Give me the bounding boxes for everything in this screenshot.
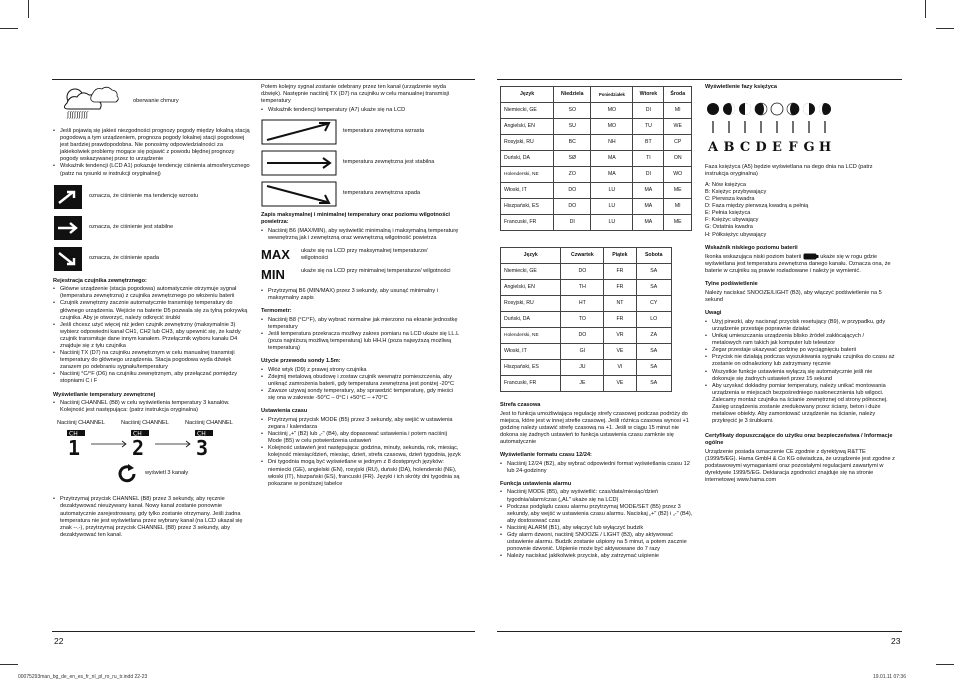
table-cell: NT: [604, 296, 636, 312]
table-cell: DI: [633, 103, 664, 119]
section-title: Wskaźnik niskiego poziomu baterii: [705, 244, 798, 251]
min-row: [261, 268, 461, 282]
list-item: B: Księżyc przybywający: [705, 188, 767, 195]
weekday-table-1: [500, 86, 692, 231]
table-cell: VE: [604, 376, 636, 392]
list-item: • Użyj pinezki, aby nacisnąć przycisk resetujący (B9), w przypadku, gdy urządzenie przestaje poprawnie działać: [705, 319, 895, 333]
list-item: • Zawsze używaj sondy temperatury, aby sprawdzić temperaturę, gdy mieści się ona w zakresie -50°C – 0°C i +50°C – +70°C: [261, 388, 461, 402]
list-item: • Zdejmij metalową obudowę i zostaw czujnik wewnątrz pomieszczenia, aby uniknąć zamrożenia baterii, gdy temperatura zewnętrzna jest poniżej -20°C: [261, 374, 461, 388]
table-cell: DO: [554, 183, 591, 199]
list-item: • Naciśnij MODE (B5), aby wyświetlić: czas/data/miesiąc/dzień tygodnia/alarm/czas („AL" ukaże się na LCD): [500, 489, 696, 503]
list-item: • Wskaźnik tendencji temperatury (A7) ukaże się na LCD: [261, 107, 461, 114]
list-item: • Jeśli pojawią się jakieś niezgodności prognozy pogody między lokalną stacją pogodową a tym urządzeniem, prognoza pogody lokalnej stacji pogodowej jest bardziej prawdopodobna. Nie ponosimy odpowiedzialności za jakiekolwiek problemy mogące się pojawić z powodu błędnej prognozy pogody wskazywanej przez to urządzenie: [53, 128, 251, 163]
section-title: Ustawienia czasu: [261, 408, 308, 415]
list-item: • Przytrzymaj przycisk CHANNEL (B8) przez 3 sekundy, aby ręcznie dezaktywować nieużywany kanał. Nowy kanał zostanie ponownie automatycznie zarejestrowany, gdy tylko zostanie otrzymany. Jeśli żadna temperatura nie jest wyświetlana przez wybrany kanał (na LCD ukazał się znak --.-), przytrzymaj przycisk CHANNEL (B8) przez 3 sekundy, aby dezaktywować ten kanał.: [53, 496, 251, 539]
table-cell: SA: [636, 360, 672, 376]
table-cell: HT: [561, 296, 604, 312]
list-item: • Naciśnij 12/24 (B2), aby wybrać odpowiedni format wyświetlania czasu 12 lub 24-godzinny: [500, 461, 696, 475]
moon-letter: B: [723, 139, 735, 155]
footer-rule-right: [497, 631, 902, 632]
list-item: • Kolejność ustawień jest następująca: godzina, minuty, sekunda, rok, miesiąc, kolejność miesiąc/dzień, miesiąc, dzień, strefa czasowa, dzień tygodnia, język: [261, 445, 461, 459]
table-cell: Holenderski, NE: [501, 167, 554, 183]
table-row: [501, 167, 692, 183]
table-cell: NH: [591, 135, 633, 151]
table-row: [501, 312, 672, 328]
list-item: • Należy naciskać jakikolwiek przycisk, aby zatrzymać uśpienie: [500, 553, 696, 560]
list-item: H: Półksiężyc ubywający: [705, 231, 767, 238]
crop-mark: [925, 0, 926, 18]
footer-file-name: 00075293man_bg_de_en_es_fr_nl_pl_ro_ru_tr.indd 22-23: [18, 674, 148, 680]
table-cell: BC: [554, 135, 591, 151]
table-cell: ME: [664, 215, 692, 231]
channel-tag: CH: [69, 430, 78, 438]
channel-number: 3: [196, 436, 209, 457]
table-cell: ON: [664, 151, 692, 167]
channel-diagram: [53, 418, 251, 496]
table-cell: DI: [633, 167, 664, 183]
crop-mark: [936, 28, 954, 29]
moon-letter: D: [755, 139, 767, 155]
battery-icon: [803, 253, 819, 260]
list-item: • Naciśnij TX (D7) na czujniku zewnętrznym w celu manualnej transmisji temperatury do głównego urządzenia. Stacja pogodowa wyda dźwięk zarazem po odebraniu sygnału/temperatury: [53, 350, 251, 371]
list-item: • Naciśnij B8 (°C/°F), aby wybrać normalne jak mierzono na ekranie jednostkę temperatury: [261, 317, 461, 331]
temp-down-text: temperatura zewnętrzna spada: [343, 190, 421, 197]
table-header-cell: Sobota: [636, 248, 672, 264]
table-cell: JU: [561, 360, 604, 376]
table-cell: TO: [561, 312, 604, 328]
list-item: • Aby uzyskać dokładny pomiar temperatury, należy unikać montowania urządzenia w miejscach bezpośredniego nasłonecznienia lub wilgoci. Zalecamy montaż czujnika na ścianie zewnętrznej od strony północnej. Zasięg urządzenia zostanie zredukowany przez ściany, beton i duże metalowe obiekty. Aby zamontować urządzenie na ścianie, należy przykręcić je 3 śrubkami.: [705, 383, 895, 426]
battery-text: Ikonka wskazująca niski poziom baterii: [705, 254, 802, 261]
footer-date: 19.01.11 07:36: [873, 674, 906, 680]
table-cell: LU: [591, 183, 633, 199]
left-column-2: [261, 84, 461, 488]
cycle-arrow-icon: [115, 462, 139, 486]
table-cell: MA: [633, 215, 664, 231]
table-cell: ZO: [554, 167, 591, 183]
section-title: Funkcja ustawienia alarmu: [500, 480, 572, 487]
table-cell: Niemiecki, GE: [501, 103, 554, 119]
table-cell: Rosyjski, RU: [501, 135, 554, 151]
table-cell: ME: [664, 183, 692, 199]
table-cell: VI: [604, 360, 636, 376]
table-cell: LU: [591, 199, 633, 215]
page-number-right: 23: [891, 636, 901, 646]
section-title: Tylne podświetlenie: [705, 281, 758, 288]
paragraph: [705, 253, 895, 275]
left-column-1: [53, 84, 251, 539]
table-cell: MI: [664, 103, 692, 119]
max-row: [261, 248, 461, 262]
list-item: • Naciśnij CHANNEL (B8) w celu wyświetlenia temperatury 3 kanałów. Kolejność jest następująca: (patrz instrukcja oryginalna): [53, 400, 251, 414]
list-item: • Podczas podglądu czasu alarmu przytrzymaj MODE/SET (B5) przez 3 sekundy, aby wejść w ustawienia czasu alarmu. Naciskaj „+" (B2) i „-" (B4), aby dostosować czas: [500, 504, 696, 525]
table-cell: TH: [561, 280, 604, 296]
trend-stable-row: [53, 215, 251, 241]
list-item: • Przytrzymaj B6 (MIN/MAX) przez 3 sekundy, aby usunąć minimalny i maksymalny zapis: [261, 288, 461, 302]
crop-mark: [28, 0, 29, 18]
list-item: • Włóż wtyk (D9) z prawej strony czujnika: [261, 367, 461, 374]
table-cell: TI: [633, 151, 664, 167]
section-title: Wyświetlenie fazy księżyca: [705, 84, 778, 90]
cycle-caption: wyświetl 3 kanały: [145, 470, 189, 477]
max-badge: MAX: [261, 246, 290, 262]
table-row: [501, 344, 672, 360]
paragraph: Jest to funkcja umożliwiająca regulację strefy czasowej podczas podróży do miejsca, które jest w innej strefie czasowej. Jeśli różnica czasowa wynosi +1 godzinę należy ustawić strefę czasową na +1. Jeśli w ciągu 15 minut nie dokona się żadnych ustawień to funkcja ustawienia czasu zamknie się automatycznie: [500, 410, 689, 445]
list-item: G: Ostatnia kwadra: [705, 224, 753, 231]
list-item: • Naciśnij B6 (MAX/MIN), aby wyświetlić minimalną i maksymalną temperaturę wewnętrzną jak i zewnętrzną oraz wewnętrzną wilgotność powietrza: [261, 228, 461, 242]
table-row: [501, 103, 692, 119]
channel-number: 1: [68, 436, 81, 457]
table-header-row: [501, 248, 672, 264]
list-item: • Przycisk nie działają podczas wyszukiwania sygnału czujnika do czasu aż zostanie on odnaleziony lub zatrzymany ręcznie: [705, 354, 895, 368]
cloud-caption: oberwanie chmury: [133, 98, 179, 105]
section-title: Zapis maksymalnej i minimalnej temperatury oraz poziomu wilgotności powietrza:: [261, 211, 450, 225]
list-item: • Naciśnij ALARM (B1), aby włączyć lub wyłączyć budzik: [500, 525, 696, 532]
table-row: [501, 328, 672, 344]
paragraph: Faza księżyca (A5) będzie wyświetlana na dego dnia na LCD (patrz instrukcja oryginalna): [705, 163, 873, 177]
table-cell: SA: [636, 376, 672, 392]
moon-letter: C: [739, 139, 751, 155]
section-title: Termometr:: [261, 308, 292, 315]
list-item: • Jeśli chcesz użyć więcej niż jeden czujnik zewnętrzny (maksymalnie 3) wybierz odpowiedni kanał CH1, CH2 lub CH3, aby upewnić się, że każdy czujnik transmituje dane innym kanałem. Przełącznik wyboru kanału D4 znajduje się z tyłu czujnika: [53, 322, 251, 350]
section-title: Uwagi: [705, 310, 722, 317]
table-cell: JE: [561, 376, 604, 392]
table-cell: FR: [604, 312, 636, 328]
list-item: F: Księżyc ubywający: [705, 217, 759, 224]
moon-letter: A: [707, 139, 719, 155]
list-item: • Unikaj umieszczania urządzenia blisko źródeł zakłócających / metalowych ram takich jak komputer lub telewizor: [705, 333, 895, 347]
temp-up-row: [261, 119, 461, 145]
paragraph: Urządzenie posiada oznaczenie CE zgodnie z dyrektywą R&TTE (1999/5/EG). Hama GmbH & Co KG oświadcza, że urządzenie jest zgodne z podstawowymi wymaganiami oraz pozostałymi regulacjami zawartymi w dyrektywie 1999/5/EG. Deklaracja zgodności znajduje się na stronie internetowej www.hama.com: [705, 448, 895, 484]
table-cell: MO: [591, 103, 633, 119]
table-cell: VE: [604, 344, 636, 360]
section-title: Certyfikaty dopuszczające do użytku oraz bezpieczeństwa / Informacje ogólne: [705, 433, 893, 447]
table-row: [501, 360, 672, 376]
table-cell: Hiszpański, ES: [501, 199, 554, 215]
footer-rule-left: [52, 631, 475, 632]
table-row: [501, 296, 672, 312]
table-cell: DI: [554, 215, 591, 231]
table-cell: CP: [664, 135, 692, 151]
table-cell: Holenderski, NE: [501, 328, 561, 344]
table-row: [501, 376, 672, 392]
section-title: Rejestracja czujnika zewnętrznego:: [53, 277, 147, 284]
arrow-up-right-icon: [53, 184, 83, 210]
table-cell: GI: [561, 344, 604, 360]
temp-up-text: temperatura zewnętrzna wzrasta: [343, 128, 425, 135]
list-item: • Naciśnij °C/°F (D6) na czujniku zewnętrznym, aby przełączać pomiędzy stopniami C i F: [53, 371, 251, 385]
trend-down-row: [53, 246, 251, 272]
temp-up-arrow-icon: [261, 119, 337, 145]
trend-stable-text: oznacza, że ciśnienie jest stabilne: [89, 224, 174, 231]
table-cell: MO: [591, 119, 633, 135]
table-cell: BT: [633, 135, 664, 151]
channel-label: Naciśnij CHANNEL: [57, 420, 105, 427]
table-cell: SU: [554, 119, 591, 135]
paragraph: Potem kolejny sygnał zostanie odebrany przez ten kanał (urządzenie wyda dźwięk). Następnie naciśnij TX (D7) na czujniku w celu manualnej transmisji temperatury: [261, 84, 449, 105]
table-header-cell: Niedziela: [554, 87, 591, 103]
moon-letter: H: [818, 139, 832, 155]
table-cell: Niemiecki, GE: [501, 264, 561, 280]
table-header-cell: Piątek: [604, 248, 636, 264]
section-title: Strefa czasowa: [500, 402, 541, 408]
list-item: • Wskaźnik tendencji (LCD A1) pokazuje tendencję ciśnienia atmosferycznego (patrz na rysunki w instrukcji oryginalnej): [53, 163, 251, 177]
right-column-2: [705, 84, 895, 486]
temp-down-row: [261, 181, 461, 207]
list-item: • Główne urządzenie (stacja pogodowa) automatycznie otrzymuje sygnał (temperatura zewnętrzna) z czujnika zewnętrznego po włożeniu baterii: [53, 286, 251, 300]
table-header-cell: Czwartek: [561, 248, 604, 264]
header-rule-left: [52, 79, 475, 80]
moon-phase-list: [705, 182, 895, 239]
channel-tag: CH: [197, 430, 206, 438]
table-cell: Hiszpański, ES: [501, 360, 561, 376]
moon-letter: E: [772, 139, 782, 155]
list-item: • Przytrzymaj przycisk MODE (B5) przez 3 sekundy, aby wejść w ustawienia zegara / kalendarza: [261, 417, 461, 431]
moon-phase-icons: [707, 103, 831, 115]
section-title: Wyświetlanie temperatury zewnętrznej: [53, 391, 156, 398]
table-cell: Włoski, IT: [501, 344, 561, 360]
table-cell: MA: [591, 167, 633, 183]
list-item: • Naciśnij „+" (B2) lub „-" (B4), aby dopasować ustawienia i potem naciśnij Mode (B5) w celu potwierdzenia ustawień: [261, 431, 461, 445]
table-row: [501, 183, 692, 199]
list-item: • Wszystkie funkcje ustawienia wyłączą się automatycznie jeśli nie dokonuje się żadnych ustawień przez 15 sekund: [705, 369, 895, 383]
arrow-right-icon: [53, 215, 83, 241]
table-cell: VR: [604, 328, 636, 344]
table-cell: Angielski, EN: [501, 280, 561, 296]
moon-letter: F: [788, 139, 798, 155]
list-item: E: Pełnia księżyca: [705, 210, 751, 217]
table-cell: MA: [633, 183, 664, 199]
temp-stable-text: temperatura zewnętrzna jest stabilna: [343, 159, 435, 166]
table-cell: FR: [604, 264, 636, 280]
battery-text: ukaże się w rogu gdzie wyświetlana jest temperatura zewnętrzna danego kanału. Oznacza ona, że baterie w czujniku są prawie rozładowane i należy je wymienić.: [705, 254, 891, 275]
header-rule-right: [497, 79, 902, 80]
table-cell: SA: [636, 344, 672, 360]
table-cell: Duński, DA: [501, 312, 561, 328]
weekday-table-2: [500, 247, 672, 392]
table-cell: MI: [664, 199, 692, 215]
table-row: [501, 280, 672, 296]
table-cell: TU: [633, 119, 664, 135]
table-cell: FR: [604, 280, 636, 296]
table-cell: MA: [591, 151, 633, 167]
list-item: C: Pierwsza kwadra: [705, 196, 755, 203]
list-item: • Czujnik zewnętrzny zacznie automatycznie transmisję temperatury do głównego urządzenia. Wejście na baterie D5 pozwala się za tylną pokrywką czujnika. Aby je otworzyć, należy odkręcić śrubki: [53, 300, 251, 321]
list-item: D: Faza między pierwszą kwadrą a pełnią: [705, 203, 809, 210]
table-header-cell: Język: [501, 248, 561, 264]
list-item: A: Nów księżyca: [705, 181, 747, 188]
table-cell: ZA: [636, 328, 672, 344]
table-row: [501, 135, 692, 151]
table-cell: SØ: [554, 151, 591, 167]
moon-phase-ticks: [713, 121, 825, 133]
table-cell: LO: [636, 312, 672, 328]
list-item: • Zegar przestaje ukazywać godzinę po wyciągnięciu baterii: [705, 347, 895, 354]
temp-stable-row: [261, 150, 461, 176]
table-cell: SO: [554, 103, 591, 119]
table-cell: DO: [561, 264, 604, 280]
channel-number: 2: [132, 436, 145, 457]
trend-up-text: oznacza, że ciśnienie ma tendencję wzrostu: [89, 193, 199, 200]
paragraph: Należy naciskać SNOOZE/LIGHT (B3), aby włączyć podświetlenie na 5 sekund: [705, 290, 882, 304]
table-cell: SA: [636, 280, 672, 296]
table-cell: WO: [664, 167, 692, 183]
table-cell: DO: [561, 328, 604, 344]
list-item: • Dni tygodnia mogą być wyświetlane w jednym z 8 dostępnych języków: niemiecki (GE), angielski (EN), rosyjski (RU), duński (DA), holenderski (NE), włoski (IT), hiszpański (ES), francuski (FR). Języki i ich skróty dni tygodnia są pokazane w poniższej tabelce: [261, 459, 461, 487]
min-text: ukaże się na LCD przy minimalnej temperaturze/ wilgotności: [301, 267, 451, 274]
table-row: [501, 119, 692, 135]
table-cell: LU: [591, 215, 633, 231]
table-cell: Rosyjski, RU: [501, 296, 561, 312]
temp-stable-arrow-icon: [261, 150, 337, 176]
table-cell: Duński, DA: [501, 151, 554, 167]
table-header-cell: Poniedziałek: [591, 87, 633, 103]
arrow-down-right-icon: [53, 246, 83, 272]
section-title: Użycie przewodu sondy 1.5m:: [261, 358, 341, 365]
table-row: [501, 215, 692, 231]
moon-phase-figure: [705, 95, 835, 157]
moon-letter: G: [803, 139, 815, 155]
list-item: • Gdy alarm dzwoni, naciśnij SNOOZE / LIGHT (B3), aby aktywować ustawienie alarmu. Budzik zostanie uśpiony na 5 minut, a potem zacznie ponownie dzwonić. Uśpienie może być aktywowane do 7 razy: [500, 532, 696, 553]
right-column-1: [500, 86, 696, 560]
table-header-cell: Środa: [664, 87, 692, 103]
table-row: [501, 199, 692, 215]
table-header-cell: Wtorek: [633, 87, 664, 103]
sun-cloud-icon: [53, 85, 125, 119]
table-cell: CY: [636, 296, 672, 312]
channel-label: Naciśnij CHANNEL: [185, 420, 233, 427]
temp-down-arrow-icon: [261, 181, 337, 207]
section-title: Wyświetlanie formatu czasu 12/24:: [500, 452, 592, 459]
list-item: • Jeśli temperatura przekracza możliwy zakres pomiaru na LCD ukaże się LL.L (poza najniższą możliwą temperaturą) lub HH.H (poza najwyższą możliwą temperaturą): [261, 331, 461, 352]
table-row: [501, 151, 692, 167]
table-cell: Angielski, EN: [501, 119, 554, 135]
channel-label: Naciśnij CHANNEL: [121, 420, 169, 427]
max-text: ukaże się na LCD przy maksymalnej temperaturze/ wilgotności: [301, 247, 428, 261]
table-cell: SA: [636, 264, 672, 280]
crop-mark: [0, 664, 18, 665]
table-cell: MA: [633, 199, 664, 215]
table-cell: Francuski, FR: [501, 376, 561, 392]
page-number-left: 22: [54, 636, 64, 646]
table-cell: WE: [664, 119, 692, 135]
channel-display-icons: [67, 430, 247, 456]
crop-mark: [0, 28, 18, 29]
svg-text:ʃʃʃʃʃʃʃʃʃ: ʃʃʃʃʃʃʃʃʃ: [67, 111, 89, 119]
trend-up-row: [53, 184, 251, 210]
crop-mark: [936, 664, 954, 665]
table-header-row: [501, 87, 692, 103]
min-badge: MIN: [261, 266, 285, 282]
table-cell: DO: [554, 199, 591, 215]
table-cell: Francuski, FR: [501, 215, 554, 231]
table-row: [501, 264, 672, 280]
table-cell: Włoski, IT: [501, 183, 554, 199]
trend-down-text: oznacza, że ciśnienie spada: [89, 255, 159, 262]
cloud-break-figure: [53, 84, 251, 120]
table-header-cell: Język: [501, 87, 554, 103]
channel-tag: CH: [133, 430, 142, 438]
